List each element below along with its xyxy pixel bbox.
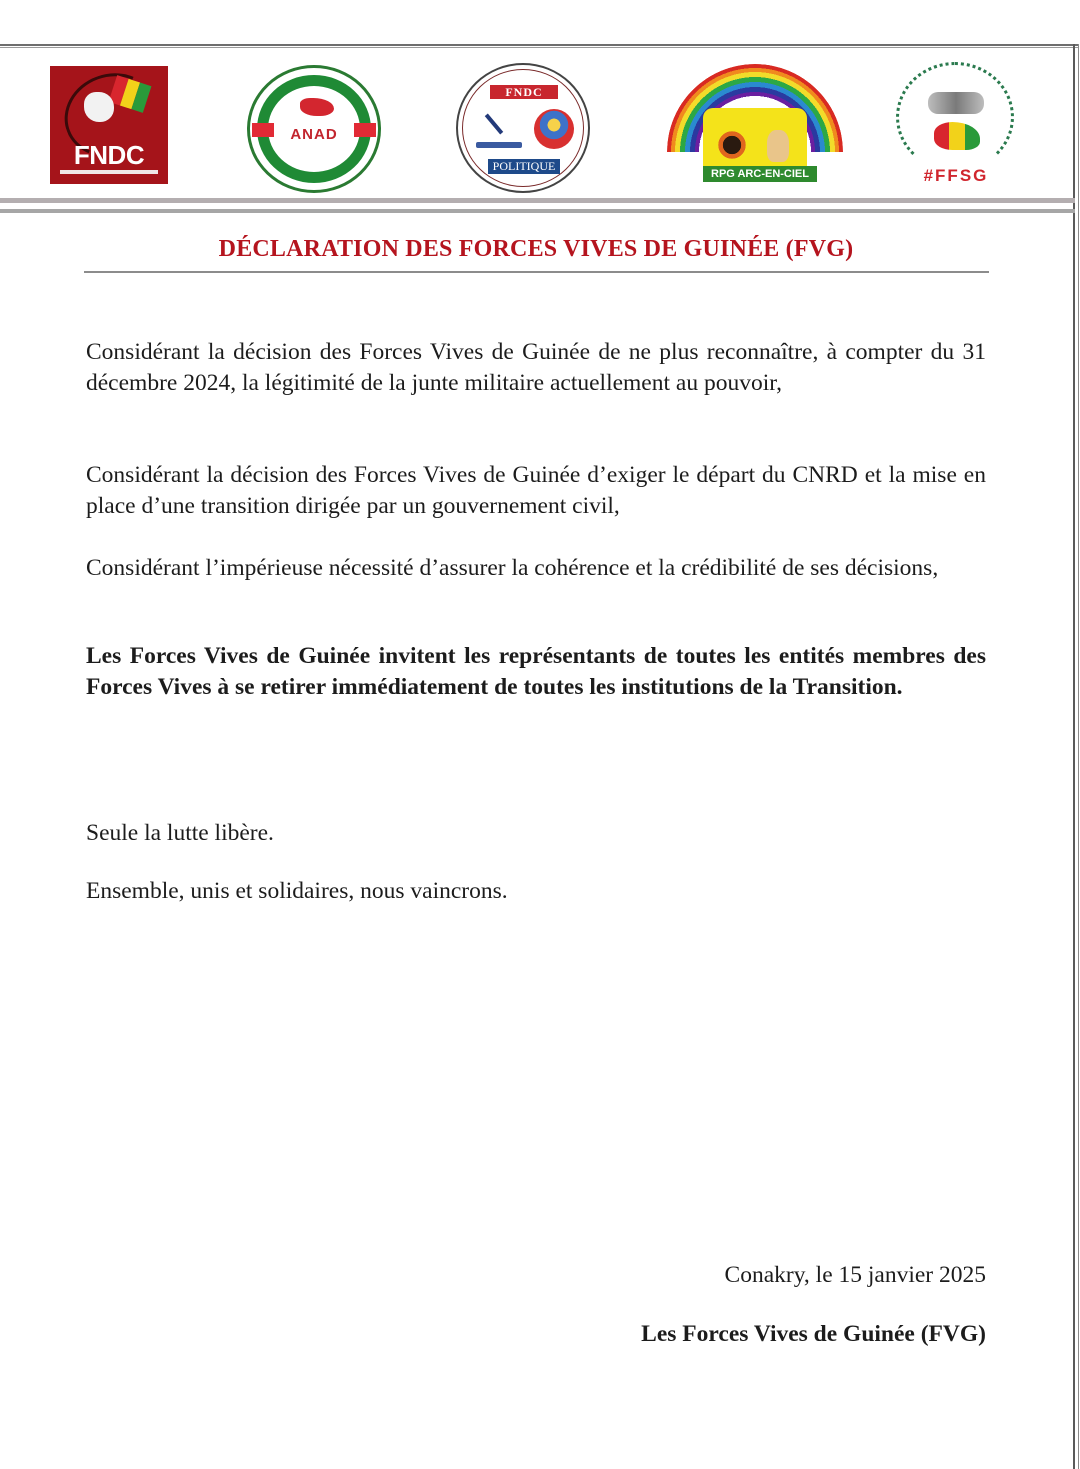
guinea-map-icon	[300, 98, 334, 116]
signature: Les Forces Vives de Guinée (FVG)	[641, 1321, 986, 1347]
globe-emblem-icon	[534, 109, 574, 149]
rooster-icon	[717, 128, 747, 162]
closing-slogan-2: Ensemble, unis et solidaires, nous vaincrons.	[86, 878, 508, 904]
document-title: DÉCLARATION DES FORCES VIVES DE GUINÉE (FVG)	[218, 236, 854, 262]
book-base-icon	[476, 142, 522, 148]
page-top-border	[0, 44, 1078, 48]
victory-hand-icon	[767, 130, 789, 162]
anad-logo	[247, 65, 381, 193]
ffsg-hashtag: #FFSG	[923, 166, 989, 185]
ffsg-ring-text	[896, 62, 1014, 172]
header-divider	[0, 198, 1075, 203]
rpg-logo-label: RPG ARC-EN-CIEL	[703, 166, 817, 182]
paragraph-considerant-2: Considérant la décision des Forces Vives de Guinée d’exiger le départ du CNRD et la mise en place d’une transition dirigée par un gouvernement civil,	[86, 462, 986, 519]
ffsg-logo	[888, 58, 1024, 188]
paragraph-resolution: Les Forces Vives de Guinée invitent les représentants de toutes les entités membres des Forces Vives à se retirer immédiatement de toutes les institutions de la Transition.	[86, 643, 986, 700]
rpg-arc-en-ciel-logo	[667, 64, 843, 186]
anad-logo-name: ANAD	[290, 126, 338, 143]
handshake-icon	[928, 92, 984, 114]
fndc-logo	[50, 66, 168, 184]
raised-fist-icon	[84, 92, 114, 122]
paragraph-considerant-3: Considérant l’impérieuse nécessité d’assurer la cohérence et la crédibilité de ses décisions,	[86, 555, 939, 581]
header-divider	[0, 209, 1075, 213]
fndc-politique-logo	[456, 63, 590, 193]
place-and-date: Conakry, le 15 janvier 2025	[724, 1262, 986, 1288]
fndc-politique-top-label: FNDC	[490, 85, 558, 99]
closing-slogan-1: Seule la lutte libère.	[86, 820, 274, 846]
fndc-logo-name: FNDC	[73, 140, 145, 170]
title-underline	[84, 271, 989, 273]
fndc-politique-bottom-label: POLITIQUE	[488, 159, 560, 174]
paragraph-considerant-1: Considérant la décision des Forces Vives de Guinée de ne plus reconnaître, à compter du 31 décembre 2024, la légitimité de la junte militaire actuellement au pouvoir,	[86, 339, 986, 396]
page-right-border	[1073, 44, 1079, 1469]
fndc-logo-subtitle-bar	[60, 170, 158, 174]
